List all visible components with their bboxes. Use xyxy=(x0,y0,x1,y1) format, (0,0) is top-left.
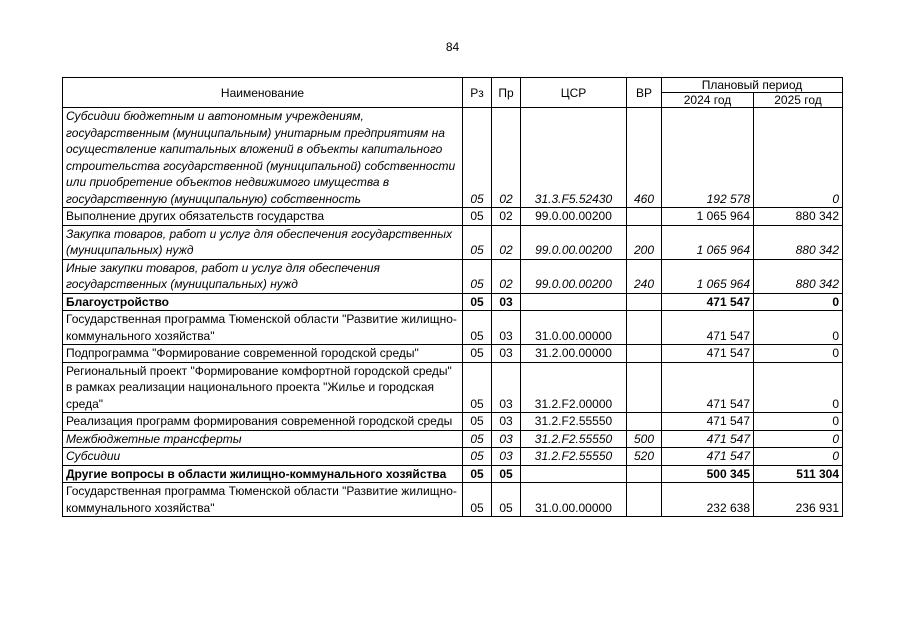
cell-vr: 460 xyxy=(627,108,662,208)
cell-vr: 500 xyxy=(627,430,662,448)
cell-csr: 99.0.00.00200 xyxy=(521,259,627,293)
cell-2025: 0 xyxy=(754,293,843,311)
cell-csr: 31.0.00.00000 xyxy=(521,311,627,345)
cell-name: Подпрограмма "Формирование современной городской среды" xyxy=(63,345,463,363)
cell-rz: 05 xyxy=(463,362,492,413)
cell-csr: 99.0.00.00200 xyxy=(521,225,627,259)
cell-2025: 0 xyxy=(754,413,843,431)
table-row xyxy=(63,225,843,259)
cell-name: Субсидии бюджетным и автономным учреждениям, государственным (муниципальным) унитарным предприятиям на осуществление капитальных вложений в объекты капитального строительства государственной (муниципальной) собственности или приобретение объектов недвижимого имущества в государственную (муниципальную) собственность xyxy=(63,108,463,208)
cell-2024: 1 065 964 xyxy=(662,208,754,226)
cell-name: Реализация программ формирования современной городской среды xyxy=(63,413,463,431)
cell-pr: 02 xyxy=(492,108,521,208)
cell-2024: 192 578 xyxy=(662,108,754,208)
cell-vr xyxy=(627,345,662,363)
cell-2024: 1 065 964 xyxy=(662,259,754,293)
cell-2025: 0 xyxy=(754,448,843,466)
cell-pr: 03 xyxy=(492,345,521,363)
cell-2024: 232 638 xyxy=(662,483,754,517)
budget-table xyxy=(62,77,843,517)
cell-csr xyxy=(521,465,627,483)
cell-2025: 880 342 xyxy=(754,259,843,293)
cell-rz: 05 xyxy=(463,465,492,483)
cell-2025: 511 304 xyxy=(754,465,843,483)
table-row xyxy=(63,430,843,448)
cell-rz: 05 xyxy=(463,430,492,448)
table-row xyxy=(63,483,843,517)
cell-pr: 02 xyxy=(492,259,521,293)
cell-pr: 03 xyxy=(492,293,521,311)
header-name: Наименование xyxy=(63,78,463,108)
cell-csr: 31.0.00.00000 xyxy=(521,483,627,517)
cell-2024: 1 065 964 xyxy=(662,225,754,259)
table-row xyxy=(63,311,843,345)
cell-vr xyxy=(627,465,662,483)
cell-vr: 240 xyxy=(627,259,662,293)
cell-vr xyxy=(627,311,662,345)
table-row xyxy=(63,465,843,483)
table-row xyxy=(63,208,843,226)
cell-vr: 520 xyxy=(627,448,662,466)
cell-pr: 03 xyxy=(492,311,521,345)
cell-2025: 0 xyxy=(754,362,843,413)
cell-pr: 05 xyxy=(492,465,521,483)
cell-rz: 05 xyxy=(463,311,492,345)
cell-2024: 471 547 xyxy=(662,311,754,345)
cell-csr: 31.2.F2.55550 xyxy=(521,430,627,448)
cell-2024: 471 547 xyxy=(662,362,754,413)
cell-vr xyxy=(627,413,662,431)
cell-2024: 471 547 xyxy=(662,448,754,466)
cell-pr: 03 xyxy=(492,362,521,413)
cell-vr xyxy=(627,208,662,226)
cell-2024: 471 547 xyxy=(662,293,754,311)
cell-csr: 31.2.F2.55550 xyxy=(521,448,627,466)
cell-2025: 0 xyxy=(754,430,843,448)
header-rz: Рз xyxy=(463,78,492,108)
cell-csr: 31.2.F2.55550 xyxy=(521,413,627,431)
cell-vr: 200 xyxy=(627,225,662,259)
cell-2024: 471 547 xyxy=(662,345,754,363)
cell-rz: 05 xyxy=(463,483,492,517)
cell-2025: 880 342 xyxy=(754,208,843,226)
header-pr: Пр xyxy=(492,78,521,108)
cell-rz: 05 xyxy=(463,225,492,259)
table-body xyxy=(63,108,843,517)
table-row xyxy=(63,259,843,293)
cell-rz: 05 xyxy=(463,345,492,363)
cell-name: Государственная программа Тюменской области "Развитие жилищно-коммунального хозяйства" xyxy=(63,311,463,345)
cell-csr xyxy=(521,293,627,311)
cell-2025: 0 xyxy=(754,108,843,208)
header-year-2024: 2024 год xyxy=(662,93,754,108)
cell-name: Региональный проект "Формирование комфортной городской среды" в рамках реализации национального проекта "Жилье и городская среда" xyxy=(63,362,463,413)
cell-name: Межбюджетные трансферты xyxy=(63,430,463,448)
cell-pr: 03 xyxy=(492,448,521,466)
cell-rz: 05 xyxy=(463,108,492,208)
cell-2024: 471 547 xyxy=(662,413,754,431)
page-number: 84 xyxy=(445,40,460,54)
cell-2025: 236 931 xyxy=(754,483,843,517)
cell-2025: 0 xyxy=(754,311,843,345)
cell-csr: 31.2.00.00000 xyxy=(521,345,627,363)
cell-name: Закупка товаров, работ и услуг для обеспечения государственных (муниципальных) нужд xyxy=(63,225,463,259)
header-planning-period: Плановый период xyxy=(662,78,843,93)
cell-vr xyxy=(627,293,662,311)
cell-name: Выполнение других обязательств государства xyxy=(63,208,463,226)
cell-name: Благоустройство xyxy=(63,293,463,311)
table-row xyxy=(63,413,843,431)
cell-vr xyxy=(627,362,662,413)
cell-rz: 05 xyxy=(463,259,492,293)
cell-pr: 03 xyxy=(492,413,521,431)
cell-rz: 05 xyxy=(463,293,492,311)
cell-csr: 31.2.F2.00000 xyxy=(521,362,627,413)
cell-rz: 05 xyxy=(463,208,492,226)
cell-rz: 05 xyxy=(463,448,492,466)
header-vr: ВР xyxy=(627,78,662,108)
cell-csr: 99.0.00.00200 xyxy=(521,208,627,226)
header-csr: ЦСР xyxy=(521,78,627,108)
cell-pr: 02 xyxy=(492,225,521,259)
cell-pr: 05 xyxy=(492,483,521,517)
cell-2025: 0 xyxy=(754,345,843,363)
cell-2025: 880 342 xyxy=(754,225,843,259)
cell-name: Другие вопросы в области жилищно-коммунального хозяйства xyxy=(63,465,463,483)
cell-2024: 471 547 xyxy=(662,430,754,448)
table-row xyxy=(63,108,843,208)
cell-pr: 03 xyxy=(492,430,521,448)
header-year-2025: 2025 год xyxy=(754,93,843,108)
cell-2024: 500 345 xyxy=(662,465,754,483)
table-row xyxy=(63,448,843,466)
cell-pr: 02 xyxy=(492,208,521,226)
cell-rz: 05 xyxy=(463,413,492,431)
table-row xyxy=(63,293,843,311)
table-row xyxy=(63,345,843,363)
cell-name: Субсидии xyxy=(63,448,463,466)
cell-name: Государственная программа Тюменской области "Развитие жилищно-коммунального хозяйства" xyxy=(63,483,463,517)
cell-name: Иные закупки товаров, работ и услуг для обеспечения государственных (муниципальных) нужд xyxy=(63,259,463,293)
cell-csr: 31.3.F5.52430 xyxy=(521,108,627,208)
cell-vr xyxy=(627,483,662,517)
table-row xyxy=(63,362,843,413)
